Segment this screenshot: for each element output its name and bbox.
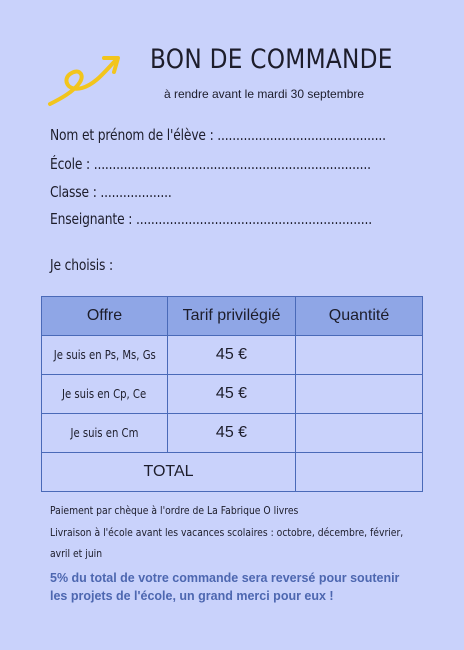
total-value-cell[interactable] [296,453,423,492]
price-cell: 45 € [168,375,296,414]
page-title: BON DE COMMANDE [150,44,393,75]
school-field[interactable]: École : .......................................................................... [50,155,371,173]
offer-cell: Je suis en Ps, Ms, Gs [42,336,168,375]
quantity-cell[interactable] [296,375,423,414]
order-table [41,296,423,492]
delivery-note-line1: Livraison à l'école avant les vacances scolaires : octobre, décembre, février, [50,526,404,539]
quantity-cell[interactable] [296,414,423,453]
table-row [42,375,423,414]
offer-cell: Je suis en Cp, Ce [42,375,168,414]
header-price: Tarif privilégié [168,297,296,336]
price-cell: 45 € [168,336,296,375]
total-label: TOTAL [42,453,296,492]
quantity-cell[interactable] [296,336,423,375]
delivery-note-line2: avril et juin [50,547,103,560]
header-quantity: Quantité [296,297,423,336]
promo-note: 5% du total de votre commande sera reversé pour soutenir les projets de l'école, un grand merci pour eux ! [50,571,400,603]
table-row [42,414,423,453]
class-field[interactable]: Classe : ................... [50,183,172,201]
price-cell: 45 € [168,414,296,453]
table-row [42,336,423,375]
payment-note: Paiement par chèque à l'ordre de La Fabrique O livres [50,504,299,517]
total-row [42,453,423,492]
teacher-field[interactable]: Enseignante : ............................................................... [50,210,372,228]
yellow-arrow-swirl-icon [44,48,122,110]
offer-cell: Je suis en Cm [42,414,168,453]
student-name-field[interactable]: Nom et prénom de l'élève : ............................................. [50,126,386,144]
choose-label: Je choisis : [50,256,113,274]
table-header-row [42,297,423,336]
deadline-subtitle: à rendre avant le mardi 30 septembre [163,87,365,101]
header-offer: Offre [42,297,168,336]
